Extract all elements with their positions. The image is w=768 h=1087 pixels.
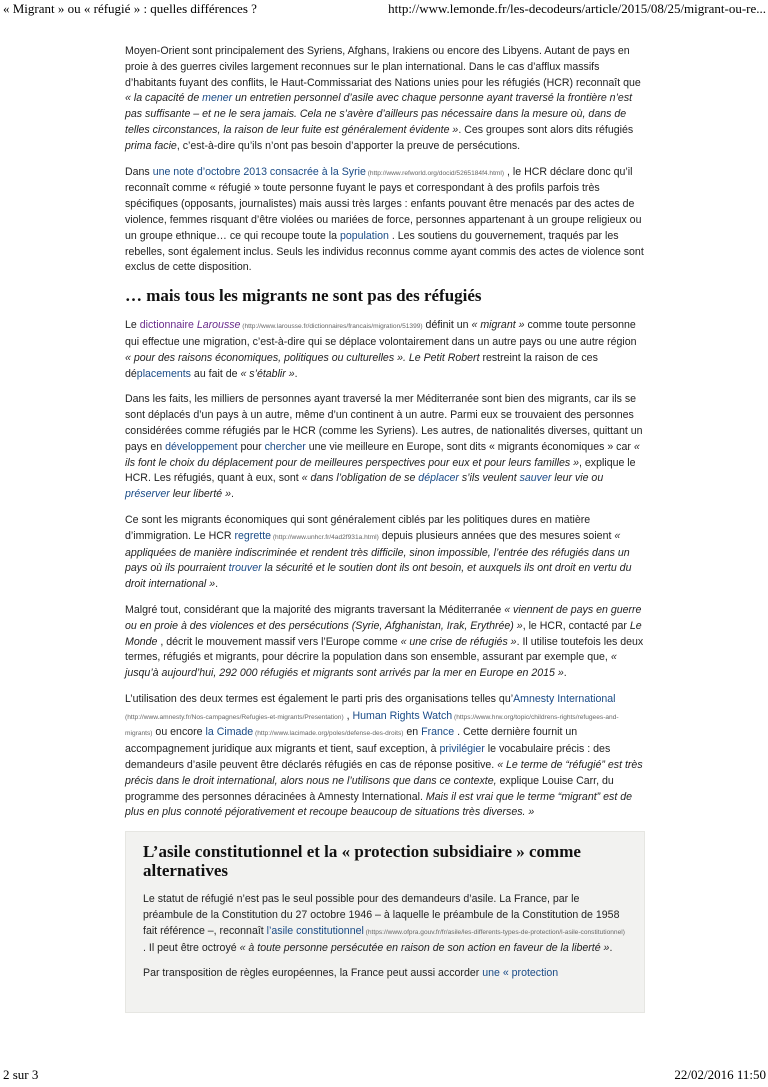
link-developpement[interactable]: développement	[165, 440, 238, 453]
quote: « appliquées de manière indiscriminée et rendent très difficile, sinon impossible, l’entrée des réfugiés dans un pays où ils pourraient	[125, 529, 630, 575]
text: restreint la raison de ces dé	[125, 351, 598, 380]
article-body	[125, 44, 645, 1013]
text: , décrit le mouvement massif vers l’Europe comme	[157, 635, 401, 648]
link-chercher[interactable]: chercher	[264, 440, 306, 453]
link-deplacer[interactable]: déplacer	[418, 472, 459, 485]
quote: « Le terme de “réfugié” est très précis dans le droit international, alors nous ne l’utilisons que dans ce contexte,	[125, 759, 643, 787]
link-france[interactable]: France	[421, 726, 455, 739]
link-asile-constitutionnel[interactable]: l’asile constitutionnel	[266, 924, 364, 937]
link-placements[interactable]: placements	[136, 367, 191, 380]
text: au fait de	[190, 367, 241, 380]
quote: un entretien personnel d’asile avec chaque personne ayant traversé la frontière n’est pas suffisante – et ne le sera jamais. Cela ne s’avère d’ailleurs pas nécessaire dans la mesure où, dans de telles circonstances, la raison de leur fuite est généralement évidente »	[125, 92, 633, 136]
text: explique Louise Carr, du programme des personnes déracinées à Amnesty International.	[125, 774, 614, 803]
text: ,	[343, 709, 353, 722]
text: définit un	[422, 319, 472, 332]
page-number: 2 sur 3	[3, 1067, 39, 1082]
text: Le statut de réfugié n’est pas le seul possible pour des demandeurs d’asile. La France, par le préambule de la Constitution du 27 octobre 1946 – à laquelle le préambule de la Constitution de 1958 fait référence –, reconnaît	[143, 893, 620, 937]
text: . Cette dernière fournit un accompagnement juridique aux migrants et tient, sauf exception, à	[125, 726, 578, 756]
link-population[interactable]: population	[339, 229, 389, 242]
print-header	[0, 0, 768, 20]
italic-term: Le Monde	[125, 619, 642, 648]
text: . Les soutiens du gouvernement, traqués par les rebelles, sont également inclus. Seuls les individus reconnus comme ayant commis des actes de violence sont exclus de cette disposition.	[125, 229, 644, 274]
quote: leur liberté »	[169, 488, 231, 501]
link-regrette[interactable]: regrette	[234, 529, 272, 542]
link-la-cimade[interactable]: la Cimade	[205, 726, 254, 739]
text: .	[215, 578, 219, 591]
paragraph-organisations	[125, 692, 645, 821]
link-human-rights-watch[interactable]: Human Rights Watch	[352, 709, 453, 722]
link-url: (http://www.amnesty.fr/Nos-campagnes/Refugies-et-migrants/Presentation)	[125, 713, 344, 721]
text: Ce sont les migrants économiques qui sont généralement ciblés par les politiques dures en matière d’immigration. Le HCR	[125, 513, 591, 542]
text: .	[231, 488, 234, 501]
quote: « à toute personne persécutée en raison de son action en faveur de la liberté »	[239, 941, 610, 954]
quote: « la capacité de	[125, 92, 203, 105]
quote: s’ils veulent	[458, 472, 520, 485]
text: .	[294, 367, 298, 380]
link-dictionnaire-larousse[interactable]	[140, 319, 241, 331]
text: Moyen-Orient sont principalement des Syriens, Afghans, Irakiens ou encore des Libyens. Autant de pays en proie à des guerres civiles largement reconnues sur le plan international. Dans le cas d’afflux massifs d’habitants fuyant des conflits, le Haut-Commissariat des Nations unies pour les réfugiés (HCR) reconnaît que	[125, 45, 641, 89]
link-trouver[interactable]: trouver	[228, 562, 262, 575]
text: . Ces groupes sont alors dits réfugiés	[458, 123, 634, 136]
link-url: (http://www.refworld.org/docid/5265184f4.html)	[365, 169, 505, 177]
quote: « s’établir »	[240, 367, 295, 380]
text: pour	[237, 440, 265, 453]
quote: « migrant »	[471, 319, 525, 332]
text: en	[403, 726, 422, 739]
quote: la sécurité et le soutien dont ils ont besoin, et auxquels ils ont droit en vertu du droit international »	[125, 562, 632, 591]
text: une vie meilleure en Europe, sont dits « migrants économiques » car	[305, 440, 634, 453]
quote: « ils font le choix du déplacement pour de meilleures perspectives pour eux et pour leurs familles »	[125, 440, 640, 469]
paragraph-hcr-syria-note	[125, 165, 645, 277]
link-mener[interactable]: mener	[202, 92, 233, 105]
box-paragraph-asile-constitutionnel	[143, 892, 629, 956]
link-protection-subsidiaire[interactable]: une « protection	[482, 967, 559, 980]
text: Malgré tout, considérant que la majorité des migrants traversant la Méditerranée	[125, 603, 505, 616]
text: le vocabulaire précis : des demandeurs d’asile peuvent être déclarés réfugiés en cas de réponse positive.	[125, 743, 611, 772]
italic-term: prima facie	[125, 139, 177, 152]
section-heading: … mais tous les migrants ne sont pas des réfugiés	[125, 286, 482, 306]
paragraph-definition-migrant	[125, 318, 645, 382]
text: .	[609, 941, 613, 954]
text: , explique le HCR. Les réfugiés, quant à eux, sont	[125, 456, 636, 485]
text: Dans les faits, les milliers de personnes ayant traversé la mer Méditerranée sont bien des migrants, car ils se sont déplacés d’un pays à un autre, même d’un continent à un autre. Parmi eux se trouvaient des personnes considérées comme réfugiés par le HCR (comme les Syriens). Les autres, de nationalités diverses, quittant un pays en	[125, 393, 643, 453]
print-footer	[0, 1067, 768, 1087]
link-note-syrie[interactable]: une note d’octobre 2013 consacrée à la Syrie	[152, 165, 366, 178]
link-text-italic: Larousse	[196, 319, 241, 332]
text: . Il utilise toutefois les deux termes, réfugiés et migrants, pour décrire la population dans son ensemble, assurant par exemple que,	[125, 635, 644, 664]
link-url: (https://www.ofpra.gouv.fr/fr/asile/les-differents-types-de-protection/l-asile-constitutionnel)	[363, 928, 625, 936]
text: . Il peut être octroyé	[143, 941, 240, 954]
box-heading: L’asile constitutionnel et la « protection subsidiaire » comme alternatives	[143, 842, 581, 881]
link-text: dictionnaire	[139, 319, 197, 332]
quote: « viennent de pays en guerre ou en proie à des violences et des persécutions (Syrie, Afghanistan, Irak, Erythrée) »	[125, 603, 642, 632]
text: ou encore	[152, 726, 206, 739]
text: depuis plusieurs années que des mesures soient	[378, 529, 615, 542]
quote: « dans l’obligation de se	[301, 472, 419, 485]
link-privilegier[interactable]: privilégier	[439, 743, 485, 756]
link-url: (http://www.unhcr.fr/4ad2f931a.html)	[271, 533, 379, 541]
text: , c’est-à-dire qu’ils n’ont pas besoin d’apporter la preuve de persécutions.	[176, 139, 521, 152]
paragraph-crise-refugies	[125, 603, 645, 682]
box-paragraph-protection-subsidiaire	[143, 966, 629, 982]
document-title: « Migrant » ou « réfugié » : quelles différences ?	[3, 1, 257, 16]
quote: leur vie ou	[551, 472, 604, 485]
text: , le HCR déclare donc qu’il reconnaît comme « réfugié » toute personne fuyant le pays et correspondant à des profils parfois très spécifiques (opposants, journalistes) mais aussi très larges : enfants pouvant être menacés par des actes de violence, femmes risquant d’être violées ou mariées de force, personnes appartenant à un groupe religieux ou un groupe ethnique… ce qui recoupe toute la	[125, 165, 642, 242]
link-url: (https://www.hrw.org/topic/childrens-rights/refugees-and-migrants)	[125, 713, 619, 738]
text: comme toute personne qui effectue une migration, c’est-à-dire qui se déplace volontairement dans un autre pays ou une autre région	[125, 319, 637, 348]
sidebar-box-asile	[125, 831, 645, 1013]
quote: « jusqu’à aujourd’hui, 292 000 réfugiés et migrants sont arrivés par la mer en Europe en 2015 »	[125, 651, 617, 680]
link-amnesty-international[interactable]: Amnesty International	[513, 692, 616, 705]
paragraph-migrants-economiques	[125, 392, 645, 503]
quote: Mais il est vrai que le terme “migrant” est de plus en plus connoté péjorativement et recoupe beaucoup de situations très diverses. »	[125, 790, 632, 819]
link-url: (http://www.lacimade.org/poles/defense-des-droits)	[253, 730, 404, 738]
paragraph-politiques-immigration	[125, 513, 645, 593]
quote: « une crise de réfugiés »	[400, 635, 517, 648]
link-preserver[interactable]: préserver	[125, 488, 170, 501]
text: L’utilisation des deux termes est également le parti pris des organisations telles qu’	[125, 692, 514, 705]
page-url: http://www.lemonde.fr/les-decodeurs/article/2015/08/25/migrant-ou-re...	[388, 1, 766, 16]
text: Dans	[125, 165, 153, 178]
text: Le	[125, 319, 140, 332]
text: , le HCR, contacté par	[522, 619, 630, 632]
link-sauver[interactable]: sauver	[519, 472, 552, 485]
paragraph-hcr-prima-facie	[125, 44, 645, 155]
text: Par transposition de règles européennes, la France peut aussi accorder	[143, 967, 483, 980]
print-datetime: 22/02/2016 11:50	[674, 1067, 766, 1082]
text: .	[563, 667, 567, 680]
link-url: (http://www.larousse.fr/dictionnaires/francais/migration/51399)	[240, 323, 423, 331]
quote: « pour des raisons économiques, politiques ou culturelles ». Le Petit Robert	[125, 351, 480, 364]
